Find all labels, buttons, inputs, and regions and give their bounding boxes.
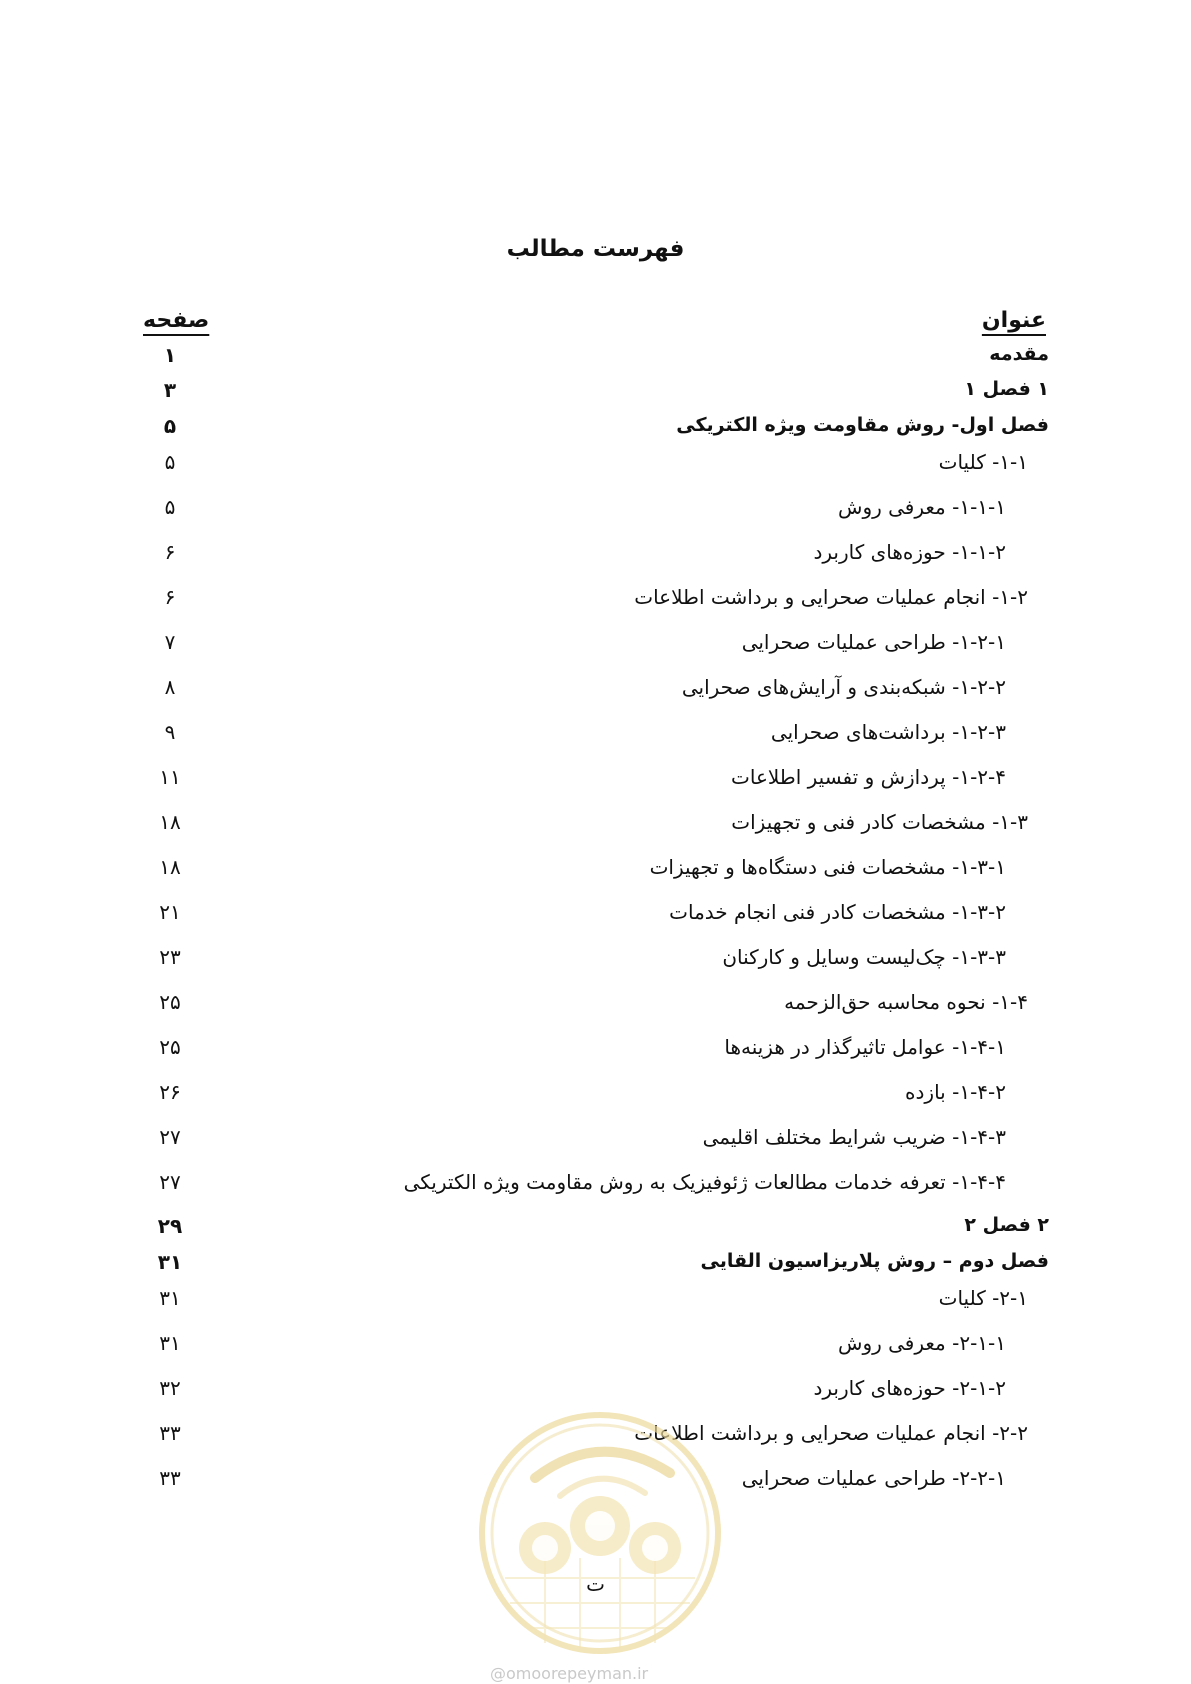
toc-entry-title: ۱-۲-۳- برداشت‌های صحرایی [770,720,1006,744]
toc-entry[interactable] [0,1080,1191,1120]
toc-entry-page: ۲۶ [159,1080,181,1104]
toc-entry-page: ۳۱ [157,1250,183,1274]
toc-entry[interactable] [0,1331,1191,1371]
watermark-logo [475,1408,725,1658]
page-number: ت [586,1572,605,1596]
toc-entry-title: ۱-۴-۱- عوامل تاثیرگذار در هزینه‌ها [724,1035,1006,1059]
title-column-header: عنوان [981,308,1046,333]
toc-entry-page: ۳۳ [159,1421,181,1445]
toc-entry-page: ۲۱ [159,900,181,924]
toc-entry[interactable] [0,585,1191,625]
toc-entry-page: ۳۲ [159,1376,181,1400]
toc-entry[interactable] [0,630,1191,670]
toc-entry-title: ۱-۳- مشخصات کادر فنی و تجهیزات [731,810,1028,834]
toc-entry-title: فصل دوم – روش پلاریزاسیون القایی [700,1250,1049,1272]
toc-entry[interactable] [0,1214,1191,1254]
toc-entry[interactable] [0,675,1191,715]
toc-entry-title: ۱-۱-۲- حوزه‌های کاربرد [813,540,1006,564]
toc-entry-page: ۱ [163,343,177,367]
toc-entry[interactable] [0,343,1191,383]
toc-entry[interactable] [0,1035,1191,1075]
toc-entry-title: ۱-۱-۱- معرفی روش [838,495,1006,519]
toc-entry-page: ۹ [164,720,176,744]
toc-entry[interactable] [0,540,1191,580]
toc-entry-title: ۲-۱-۱- معرفی روش [838,1331,1006,1355]
toc-entry-page: ۵ [164,450,176,474]
toc-entry-title: ۲ فصل ۲ [964,1214,1049,1236]
toc-entry[interactable] [0,1250,1191,1290]
toc-entry-title: ۲-۲-۱- طراحی عملیات صحرایی [741,1466,1006,1490]
toc-entry[interactable] [0,810,1191,850]
toc-entry-title: ۲-۱- کلیات [938,1286,1028,1310]
toc-entry-title: ۱-۳-۳- چک‌لیست وسایل و کارکنان [722,945,1006,969]
toc-entry[interactable] [0,378,1191,418]
toc-entry[interactable] [0,855,1191,895]
toc-entry-page: ۷ [164,630,176,654]
toc-entry-title: ۱-۲-۱- طراحی عملیات صحرایی [741,630,1006,654]
page-column-header: صفحه [143,308,210,333]
toc-entry-title: ۱-۴-۲- بازده [905,1080,1006,1104]
toc-entry-title: ۱-۴-۴- تعرفه خدمات مطالعات ژئوفیزیک به روش مقاومت ویژه الکتریکی [403,1170,1006,1194]
toc-entry[interactable] [0,900,1191,940]
toc-entry[interactable] [0,720,1191,760]
toc-entry-title: ۱ فصل ۱ [964,378,1049,400]
toc-entry-page: ۲۵ [159,990,181,1014]
toc-entry-title: ۱-۴-۳- ضریب شرایط مختلف اقلیمی [702,1125,1006,1149]
toc-entry[interactable] [0,1286,1191,1326]
toc-entry-page: ۲۷ [159,1125,181,1149]
toc-entry-page: ۳۱ [159,1331,181,1355]
toc-entry[interactable] [0,450,1191,490]
toc-entry-page: ۱۱ [159,765,181,789]
toc-entry[interactable] [0,765,1191,805]
toc-entry-page: ۱۸ [159,810,181,834]
toc-entry[interactable] [0,414,1191,454]
toc-entry-title: ۲-۱-۲- حوزه‌های کاربرد [813,1376,1006,1400]
toc-entry-title: ۲-۲- انجام عملیات صحرایی و برداشت اطلاعات [634,1421,1028,1445]
toc-entry[interactable] [0,1125,1191,1165]
toc-entry-page: ۵ [164,495,176,519]
toc-entry-page: ۲۷ [159,1170,181,1194]
page-title: فهرست مطالب [506,236,685,262]
toc-entry-title: فصل اول- روش مقاومت ویژه الکتریکی [676,414,1049,436]
toc-entry-page: ۳ [163,378,177,402]
toc-entry-title: ۱-۳-۲- مشخصات کادر فنی انجام خدمات [669,900,1006,924]
toc-entry-title: ۱-۲-۴- پردازش و تفسیر اطلاعات [731,765,1006,789]
toc-entry-page: ۲۵ [159,1035,181,1059]
toc-entry-page: ۶ [164,585,176,609]
toc-entry[interactable] [0,495,1191,535]
toc-entry-title: ۱-۳-۱- مشخصات فنی دستگاه‌ها و تجهیزات [649,855,1006,879]
toc-entry-page: ۸ [164,675,176,699]
watermark-url: @omoorepeyman.ir [490,1664,649,1683]
toc-entry-page: ۲۹ [157,1214,183,1238]
toc-entry-title: ۱-۲- انجام عملیات صحرایی و برداشت اطلاعات [634,585,1028,609]
toc-entry-title: ۱-۴- نحوه محاسبه حق‌الزحمه [784,990,1028,1014]
toc-entry-page: ۳۱ [159,1286,181,1310]
toc-entry[interactable] [0,945,1191,985]
toc-entry-page: ۳۳ [159,1466,181,1490]
toc-entry-page: ۵ [163,414,177,438]
toc-entry-title: مقدمه [989,343,1049,365]
toc-entry-title: ۱-۱- کلیات [938,450,1028,474]
toc-entry-page: ۱۸ [159,855,181,879]
toc-entry[interactable] [0,1170,1191,1210]
toc-entry-page: ۶ [164,540,176,564]
toc-entry-title: ۱-۲-۲- شبکه‌بندی و آرایش‌های صحرایی [681,675,1006,699]
toc-entry[interactable] [0,990,1191,1030]
toc-entry-page: ۲۳ [159,945,181,969]
